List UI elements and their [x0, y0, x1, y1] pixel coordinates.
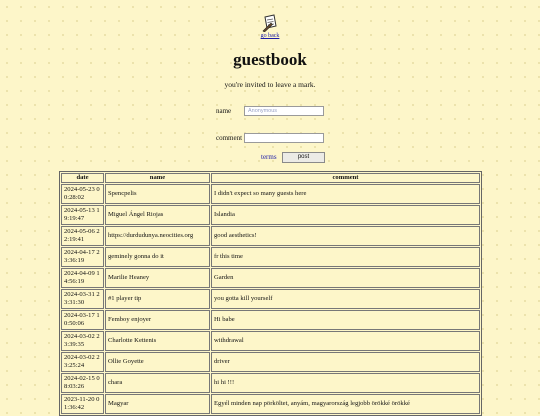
header-comment: comment — [211, 173, 480, 183]
table-row — [61, 268, 480, 288]
cell-comment: Egyél minden nap pörköltet, anyám, magyarország legjobb örökké örökké — [211, 394, 480, 414]
cell-comment: I didn't expect so many guests here — [211, 184, 480, 204]
table-row — [61, 184, 480, 204]
cell-date: 2024-04-09 14:56:19 — [61, 268, 104, 288]
table-row — [61, 352, 480, 372]
cell-name: Magyar — [105, 394, 210, 414]
go-back-icon[interactable] — [262, 14, 278, 32]
table-row — [61, 226, 480, 246]
table-row — [61, 310, 480, 330]
cell-name: Femboy enjoyer — [105, 310, 210, 330]
guestbook-table — [59, 171, 482, 416]
cell-comment: you gotta kill yourself — [211, 289, 480, 309]
table-row — [61, 247, 480, 267]
table-row — [61, 331, 480, 351]
go-back-link[interactable]: go back — [260, 33, 280, 39]
cell-date: 2024-03-17 10:50:06 — [61, 310, 104, 330]
cell-comment: Garden — [211, 268, 480, 288]
cell-date: 2024-05-23 00:28:02 — [61, 184, 104, 204]
cell-date: 2024-02-15 08:03:26 — [61, 373, 104, 393]
cell-name: https://durdudunya.neocities.org — [105, 226, 210, 246]
cell-name: Charlotte Kettenis — [105, 331, 210, 351]
cell-comment: fr this time — [211, 247, 480, 267]
page-title: guestbook — [233, 50, 307, 69]
name-label: name — [216, 107, 232, 115]
table-row — [61, 373, 480, 393]
cell-date: 2023-11-20 01:36:42 — [61, 394, 104, 414]
cell-name: Marilie Heaney — [105, 268, 210, 288]
table-row — [61, 289, 480, 309]
name-input[interactable]: Anonymous — [244, 106, 324, 116]
cell-name: chara — [105, 373, 210, 393]
header-date: date — [61, 173, 104, 183]
comment-label: comment — [216, 134, 243, 142]
cell-name: Ollie Goyette — [105, 352, 210, 372]
cell-comment: good aesthetics! — [211, 226, 480, 246]
cell-name: Miguel Ángel Riojas — [105, 205, 210, 225]
terms-link[interactable]: terms — [261, 153, 277, 161]
cell-date: 2024-03-02 23:25:24 — [61, 352, 104, 372]
table-row — [61, 394, 480, 414]
cell-date: 2024-05-13 19:19:47 — [61, 205, 104, 225]
table-row — [61, 205, 480, 225]
table-header-row — [61, 173, 480, 183]
cell-name: Spencpelis — [105, 184, 210, 204]
cell-date: 2024-03-02 23:39:35 — [61, 331, 104, 351]
cell-date: 2024-03-31 23:31:30 — [61, 289, 104, 309]
cell-comment: driver — [211, 352, 480, 372]
cell-comment: Islandia — [211, 205, 480, 225]
header-name: name — [105, 173, 210, 183]
cell-comment: Hi babe — [211, 310, 480, 330]
cell-date: 2024-04-17 23:36:19 — [61, 247, 104, 267]
page-subtitle: you're invited to leave a mark. — [224, 80, 316, 89]
cell-comment: hi hi !!! — [211, 373, 480, 393]
cell-name: geminely gonna do it — [105, 247, 210, 267]
cell-date: 2024-05-06 22:19:41 — [61, 226, 104, 246]
post-button[interactable]: post — [282, 152, 325, 163]
cell-comment: withdrawal — [211, 331, 480, 351]
cell-name: #1 player tip — [105, 289, 210, 309]
comment-input[interactable] — [244, 133, 324, 143]
